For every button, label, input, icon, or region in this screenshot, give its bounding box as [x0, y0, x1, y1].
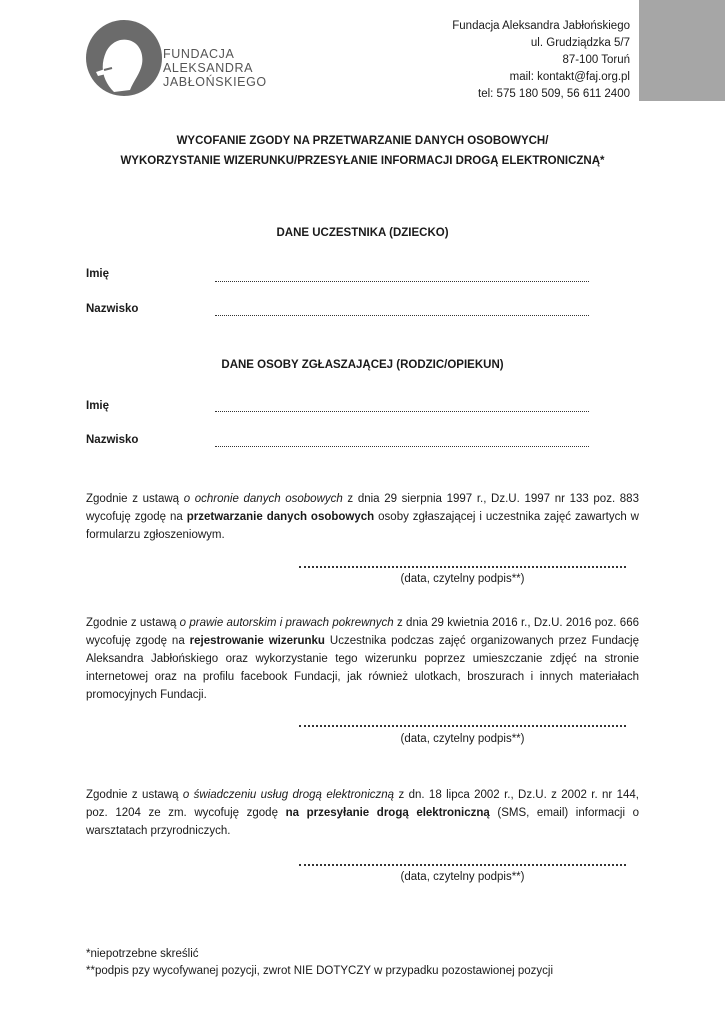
- signature-line-1[interactable]: [299, 566, 626, 568]
- participant-last-name-label: Nazwisko: [86, 303, 139, 315]
- signature-line-3[interactable]: [299, 864, 626, 866]
- guardian-last-name-label: Nazwisko: [86, 434, 139, 446]
- logo-line-2: ALEKSANDRA: [163, 61, 254, 75]
- contact-block: [452, 18, 630, 103]
- contact-email: mail: kontakt@faj.org.pl: [509, 71, 630, 83]
- law-name: o prawie autorskim i prawach pokrewnych: [179, 617, 394, 629]
- clause-electronic-communication: Zgodnie z ustawą o świadczeniu usług drogą elektroniczną z dn. 18 lipca 2002 r., Dz.U. z 2002 r. nr 144, poz. 1204 ze zm. wycofuję zgodę na przesyłanie drogą elektroniczną (SMS, email) informacji o warsztatach przyrodniczych.: [86, 789, 639, 837]
- signature-line-2[interactable]: [299, 725, 626, 727]
- consent-scope: przetwarzanie danych osobowych: [186, 511, 375, 523]
- signature-caption-2: (data, czytelny podpis**): [400, 733, 525, 745]
- title-line-1: WYCOFANIE ZGODY NA PRZETWARZANIE DANYCH OSOBOWYCH/: [176, 135, 549, 147]
- participant-first-name-field[interactable]: [215, 281, 589, 282]
- consent-scope: na przesyłanie drogą elektroniczną: [285, 807, 490, 819]
- corner-gray-block: [639, 0, 725, 101]
- law-name: o świadczeniu usług drogą elektroniczną: [182, 789, 395, 801]
- guardian-heading: DANE OSOBY ZGŁASZAJĄCEJ (RODZIC/OPIEKUN): [221, 359, 504, 371]
- guardian-first-name-label: Imię: [86, 400, 110, 412]
- contact-phone: tel: 575 180 509, 56 611 2400: [478, 88, 630, 100]
- signature-caption-1: (data, czytelny podpis**): [400, 573, 525, 585]
- signature-caption-3: (data, czytelny podpis**): [400, 871, 525, 883]
- logo-wordmark: [163, 47, 273, 89]
- participant-heading: DANE UCZESTNIKA (DZIECKO): [276, 227, 449, 239]
- logo-line-3: JABŁOŃSKIEGO: [163, 75, 267, 89]
- contact-org-name: Fundacja Aleksandra Jabłońskiego: [452, 20, 630, 32]
- clause-image-rights: Zgodnie z ustawą o prawie autorskim i prawach pokrewnych z dnia 29 kwietnia 2016 r., Dz.U. 2016 poz. 666 wycofuję zgodę na rejestrowanie wizerunku Uczestnika podczas zajęć organizowanych przez Fundację Aleksandra Jabłońskiego oraz wykorzystanie tego wizerunku poprzez umieszczanie zdjęć na stronie internetowej oraz na profilu facebook Fundacji, jak również ulotkach, broszurach i innych materiałach promocyjnych Fundacji.: [86, 617, 639, 701]
- consent-scope: rejestrowanie wizerunku: [189, 635, 325, 647]
- contact-city: 87-100 Toruń: [562, 54, 630, 66]
- law-name: o ochronie danych osobowych: [183, 493, 343, 505]
- participant-last-name-field[interactable]: [215, 315, 589, 316]
- footnote-1: *niepotrzebne skreślić: [86, 948, 199, 960]
- clause-data-processing: Zgodnie z ustawą o ochronie danych osobowych z dnia 29 sierpnia 1997 r., Dz.U. 1997 nr 133 poz. 883 wycofuję zgodę na przetwarzanie danych osobowych osoby zgłaszającej i uczestnika zajęć zawartych w formularzu zgłoszeniowym.: [86, 493, 639, 541]
- foundation-logo: [84, 18, 164, 98]
- title-line-2: WYKORZYSTANIE WIZERUNKU/PRZESYŁANIE INFORMACJI DROGĄ ELEKTRONICZNĄ*: [120, 155, 605, 167]
- participant-first-name-label: Imię: [86, 268, 110, 280]
- contact-street: ul. Grudziądzka 5/7: [530, 37, 630, 49]
- guardian-first-name-field[interactable]: [215, 411, 589, 412]
- logo-line-1: FUNDACJA: [163, 47, 235, 61]
- footnote-2: **podpis pzy wycofywanej pozycji, zwrot NIE DOTYCZY w przypadku pozostawionej pozycji: [86, 965, 554, 977]
- document-title: [0, 131, 725, 171]
- guardian-last-name-field[interactable]: [215, 446, 589, 447]
